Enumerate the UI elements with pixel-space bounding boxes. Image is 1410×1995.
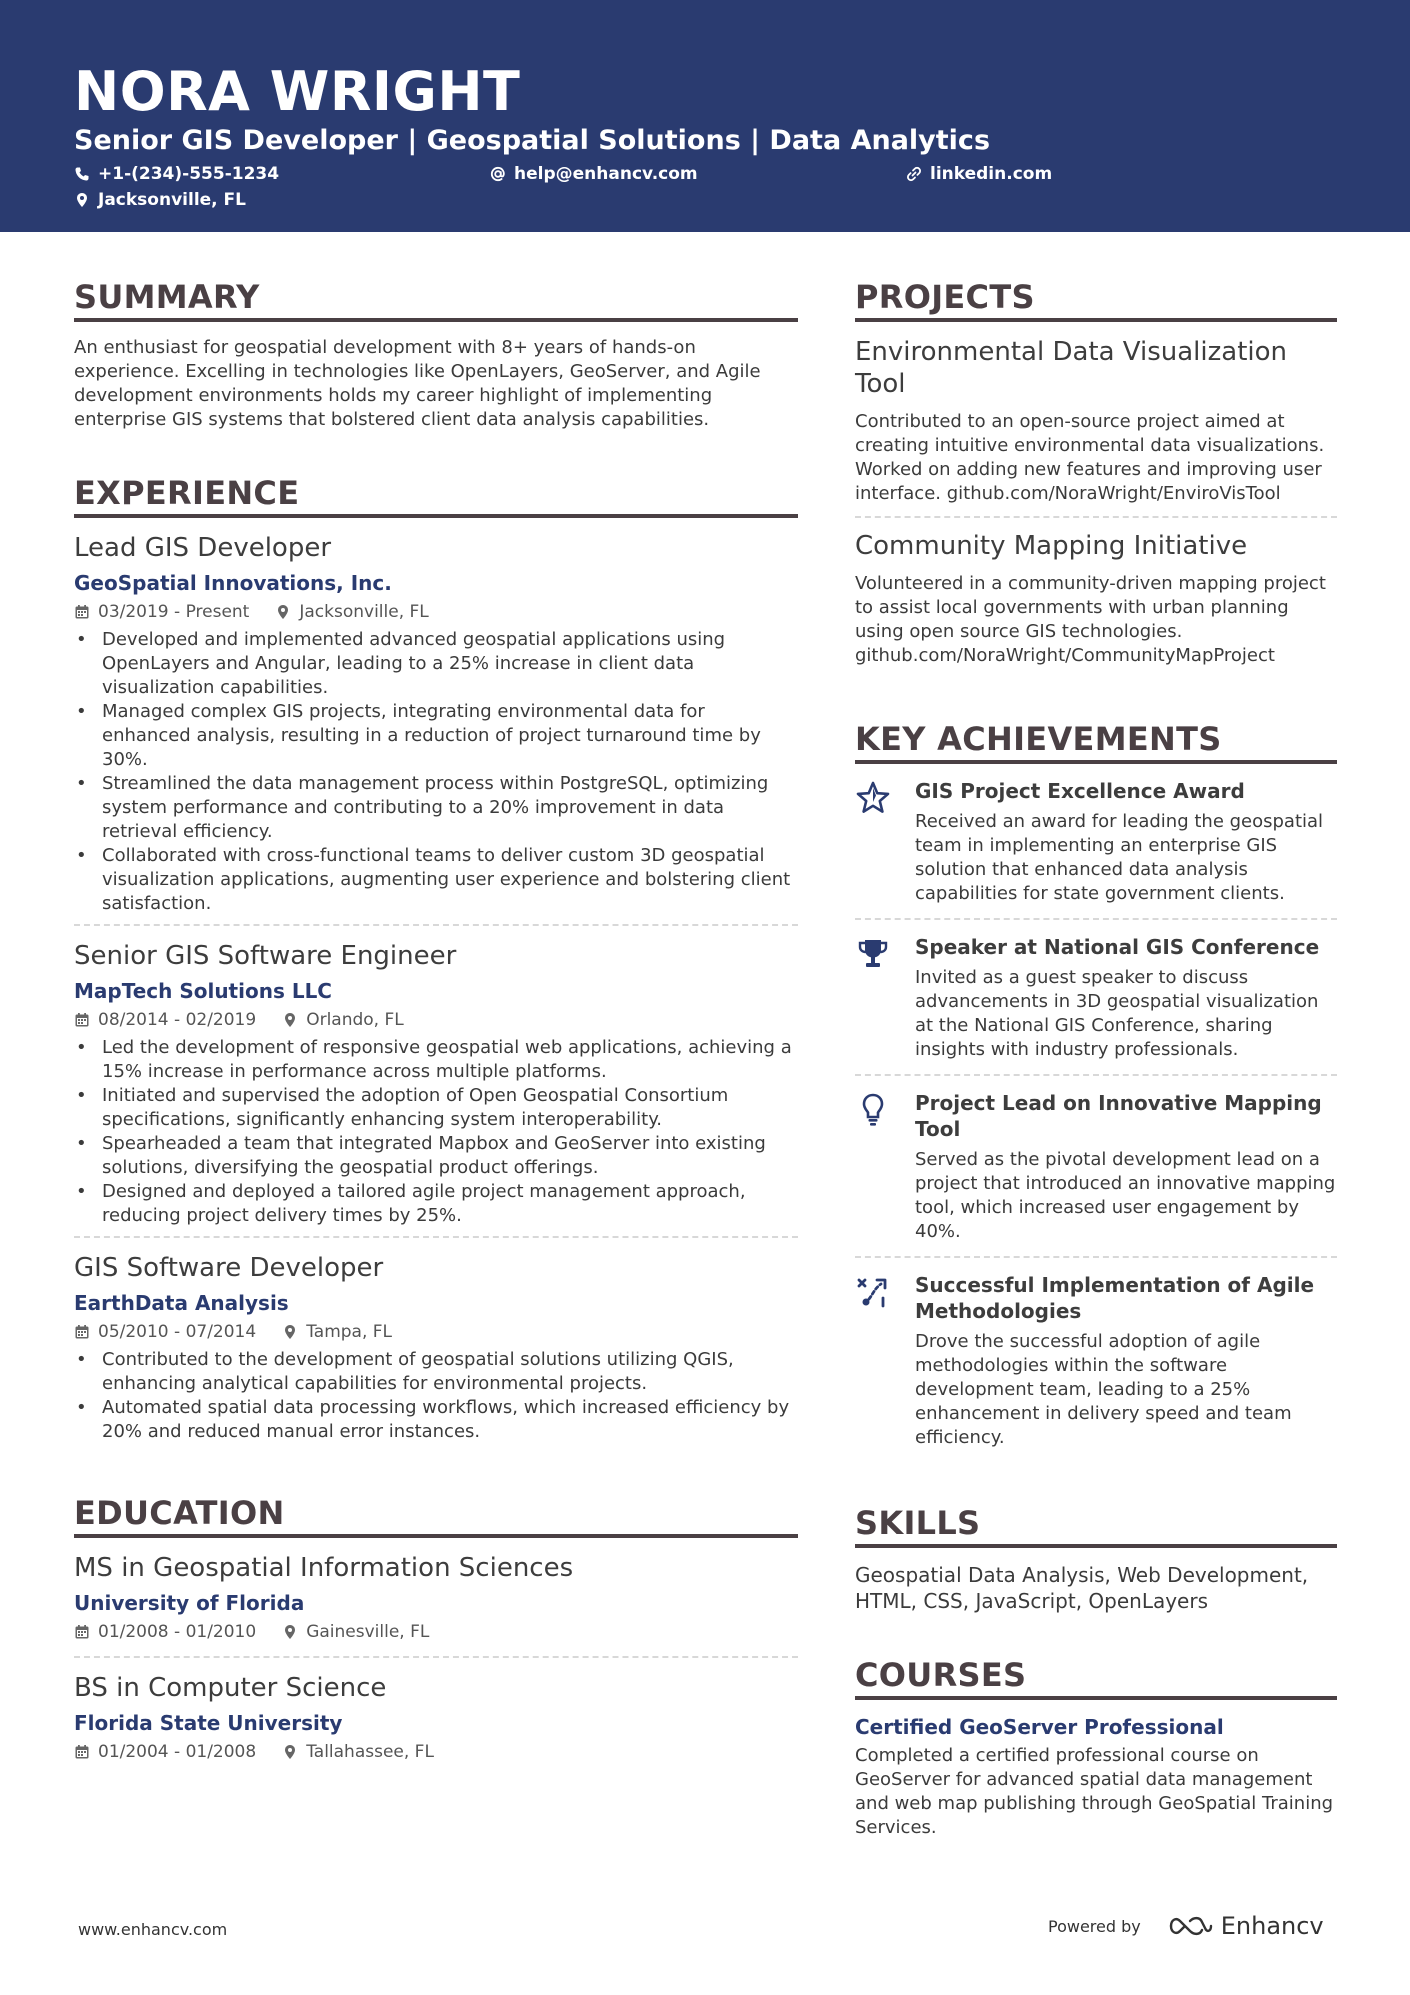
location-pin-icon <box>282 1624 298 1640</box>
bullet-item: • Developed and implemented advanced geospatial applications using OpenLayers and Angular, leading to a 25% increase in client data visualization capabilities. <box>74 628 798 700</box>
footer-branding <box>1048 1912 1324 1940</box>
achievement-icon-wrap <box>855 1090 915 1244</box>
experience-entry <box>74 1252 798 1452</box>
degree-title: BS in Computer Science <box>74 1673 387 1703</box>
contact-email[interactable] <box>490 163 698 185</box>
education-location-text: Gainesville, FL <box>306 1622 430 1642</box>
experience-section <box>74 474 798 1452</box>
contact-phone <box>74 163 279 185</box>
project-description: Volunteered in a community-driven mapping project to assist local governments with urban planning using open source GIS technologies. github.com/NoraWright/CommunityMapProject <box>855 573 1326 666</box>
contact-location <box>74 189 246 211</box>
bullet-item: • Managed complex GIS projects, integrating environmental data for enhanced analysis, resulting in a reduction of project turnaround time by 30%. <box>74 700 798 772</box>
project-title: Environmental Data Visualization Tool <box>855 337 1288 399</box>
achievement-entry <box>855 1272 1337 1462</box>
achievement-icon-wrap <box>855 778 915 906</box>
education-entry <box>74 1552 798 1658</box>
achievement-description: Drove the successful adoption of agile methodologies within the software development team, leading to a 25% enhancement in delivery speed and team efficiency. <box>915 1331 1292 1448</box>
bullet-item: • Spearheaded a team that integrated Mapbox and GeoServer into existing solutions, diversifying the geospatial product offerings. <box>74 1132 798 1180</box>
location-pin-icon <box>74 192 90 208</box>
education-dates-text: 01/2004 - 01/2008 <box>98 1742 257 1762</box>
education-meta <box>74 1620 798 1644</box>
location-pin-icon <box>275 604 291 620</box>
job-location <box>282 1320 392 1344</box>
job-bullets <box>74 1348 798 1444</box>
footer-website[interactable]: www.enhancv.com <box>78 1920 228 1939</box>
job-dates-text: 03/2019 - Present <box>98 602 250 622</box>
phone-icon <box>74 166 90 182</box>
summary-text: An enthusiast for geospatial development with 8+ years of hands-on experience. Excelling in technologies like OpenLayers, GeoServer, and Agile development environments holds my career highlight of implementing enterprise GIS systems that bolstered client data analysis capabilities. <box>74 337 761 430</box>
candidate-headline: Senior GIS Developer | Geospatial Solutions | Data Analytics <box>74 125 991 156</box>
job-meta <box>74 1320 798 1344</box>
calendar-icon <box>74 1324 90 1340</box>
brand-name: Enhancv <box>1220 1912 1324 1940</box>
achievements-section <box>855 720 1337 1462</box>
job-location-text: Orlando, FL <box>306 1010 404 1030</box>
school-name: Florida State University <box>74 1711 343 1735</box>
project-title: Community Mapping Initiative <box>855 531 1248 561</box>
achievements-heading: KEY ACHIEVEMENTS <box>855 720 1337 764</box>
achievement-content <box>915 1090 1337 1244</box>
project-entry <box>855 530 1337 678</box>
calendar-icon <box>74 604 90 620</box>
achievement-icon-wrap <box>855 934 915 1062</box>
experience-entry <box>74 532 798 926</box>
project-description: Contributed to an open-source project aimed at creating intuitive environmental data visualizations. Worked on adding new features and improving user interface. github.com/NoraWright/EnviroVisTool <box>855 411 1325 504</box>
job-location-text: Tampa, FL <box>306 1322 393 1342</box>
job-dates <box>74 1008 256 1032</box>
email-text: help@enhancv.com <box>514 164 698 184</box>
linkedin-text: linkedin.com <box>930 164 1053 184</box>
bullet-item: • Streamlined the data management process within PostgreSQL, optimizing system performance and contributing to a 20% improvement in data retrieval efficiency. <box>74 772 798 844</box>
achievement-entry <box>855 934 1337 1076</box>
candidate-name: NORA WRIGHT <box>74 60 521 123</box>
education-heading: EDUCATION <box>74 1494 798 1538</box>
job-location <box>275 600 428 624</box>
achievement-description: Served as the pivotal development lead on a project that introduced an innovative mapping tool, which increased user engagement by 40%. <box>915 1149 1336 1242</box>
projects-section <box>855 278 1337 678</box>
education-location <box>282 1740 434 1764</box>
job-meta <box>74 600 798 624</box>
project-entry <box>855 336 1337 518</box>
courses-heading: COURSES <box>855 1656 1337 1700</box>
achievement-content <box>915 1272 1337 1450</box>
education-dates <box>74 1740 256 1764</box>
job-dates <box>74 1320 256 1344</box>
course-description: Completed a certified professional course on GeoServer for advanced spatial data management and web map publishing through GeoSpatial Training Services. <box>855 1745 1334 1838</box>
achievement-title: Successful Implementation of Agile Methodologies <box>915 1273 1315 1323</box>
star-icon <box>855 780 891 816</box>
skills-heading: SKILLS <box>855 1504 1337 1548</box>
education-entry <box>74 1672 798 1776</box>
contact-linkedin[interactable] <box>906 163 1052 185</box>
course-title: Certified GeoServer Professional <box>855 1715 1224 1739</box>
projects-heading: PROJECTS <box>855 278 1337 322</box>
calendar-icon <box>74 1744 90 1760</box>
job-title: GIS Software Developer <box>74 1253 384 1283</box>
company-name: EarthData Analysis <box>74 1291 289 1315</box>
achievement-title: GIS Project Excellence Award <box>915 779 1245 803</box>
job-location-text: Jacksonville, FL <box>299 602 429 622</box>
achievement-content <box>915 934 1337 1062</box>
job-bullets <box>74 628 798 916</box>
enhancv-logo-icon <box>1167 1913 1213 1939</box>
phone-text: +1-(234)-555-1234 <box>98 164 280 184</box>
education-location <box>282 1620 429 1644</box>
location-pin-icon <box>282 1744 298 1760</box>
achievement-description: Invited as a guest speaker to discuss advancements in 3D geospatial visualization at the National GIS Conference, sharing insights with industry professionals. <box>915 967 1319 1060</box>
company-name: MapTech Solutions LLC <box>74 979 332 1003</box>
education-meta <box>74 1740 798 1764</box>
link-icon <box>906 166 922 182</box>
education-location-text: Tallahassee, FL <box>306 1742 434 1762</box>
skills-list: Geospatial Data Analysis, Web Development, HTML, CSS, JavaScript, OpenLayers <box>855 1563 1309 1613</box>
skills-section <box>855 1504 1337 1614</box>
job-title: Lead GIS Developer <box>74 533 332 563</box>
location-text: Jacksonville, FL <box>98 190 246 210</box>
degree-title: MS in Geospatial Information Sciences <box>74 1553 574 1583</box>
calendar-icon <box>74 1012 90 1028</box>
job-dates <box>74 600 249 624</box>
bullet-item: • Contributed to the development of geospatial solutions utilizing QGIS, enhancing analytical capabilities for environmental projects. <box>74 1348 798 1396</box>
trophy-icon <box>855 936 891 972</box>
left-column <box>74 278 798 1818</box>
brand-logo[interactable] <box>1167 1912 1324 1940</box>
experience-heading: EXPERIENCE <box>74 474 798 518</box>
education-dates <box>74 1620 256 1644</box>
job-dates-text: 08/2014 - 02/2019 <box>98 1010 257 1030</box>
achievement-content <box>915 778 1337 906</box>
bullet-item: • Initiated and supervised the adoption of Open Geospatial Consortium specifications, significantly enhancing system interoperability. <box>74 1084 798 1132</box>
at-icon <box>490 166 506 182</box>
calendar-icon <box>74 1624 90 1640</box>
achievement-title: Project Lead on Innovative Mapping Tool <box>915 1091 1322 1141</box>
company-name: GeoSpatial Innovations, Inc. <box>74 571 392 595</box>
bullet-item: • Designed and deployed a tailored agile project management approach, reducing project delivery times by 25%. <box>74 1180 798 1228</box>
job-location <box>282 1008 404 1032</box>
courses-section <box>855 1656 1337 1840</box>
bullet-item: • Led the development of responsive geospatial web applications, achieving a 15% increase in performance across multiple platforms. <box>74 1036 798 1084</box>
job-dates-text: 05/2010 - 07/2014 <box>98 1322 257 1342</box>
summary-section <box>74 278 798 432</box>
achievement-icon-wrap <box>855 1272 915 1450</box>
achievement-title: Speaker at National GIS Conference <box>915 935 1320 959</box>
bullet-item: • Collaborated with cross-functional teams to deliver custom 3D geospatial visualization applications, augmenting user experience and bolstering client satisfaction. <box>74 844 798 916</box>
location-pin-icon <box>282 1324 298 1340</box>
job-bullets <box>74 1036 798 1228</box>
achievement-entry <box>855 1090 1337 1258</box>
achievement-description: Received an award for leading the geospatial team in implementing an enterprise GIS solution that enhanced data analysis capabilities for state government clients. <box>915 811 1324 904</box>
experience-entry <box>74 940 798 1238</box>
powered-by-label: Powered by <box>1048 1916 1141 1936</box>
job-title: Senior GIS Software Engineer <box>74 941 457 971</box>
education-section <box>74 1494 798 1776</box>
strategy-icon <box>855 1274 891 1310</box>
lightbulb-icon <box>855 1092 891 1128</box>
bullet-item: • Automated spatial data processing workflows, which increased efficiency by 20% and reduced manual error instances. <box>74 1396 798 1444</box>
location-pin-icon <box>282 1012 298 1028</box>
achievement-entry <box>855 778 1337 920</box>
school-name: University of Florida <box>74 1591 305 1615</box>
education-dates-text: 01/2008 - 01/2010 <box>98 1622 257 1642</box>
resume-header <box>0 0 1410 232</box>
summary-heading: SUMMARY <box>74 278 798 322</box>
right-column <box>855 278 1337 1882</box>
job-meta <box>74 1008 798 1032</box>
